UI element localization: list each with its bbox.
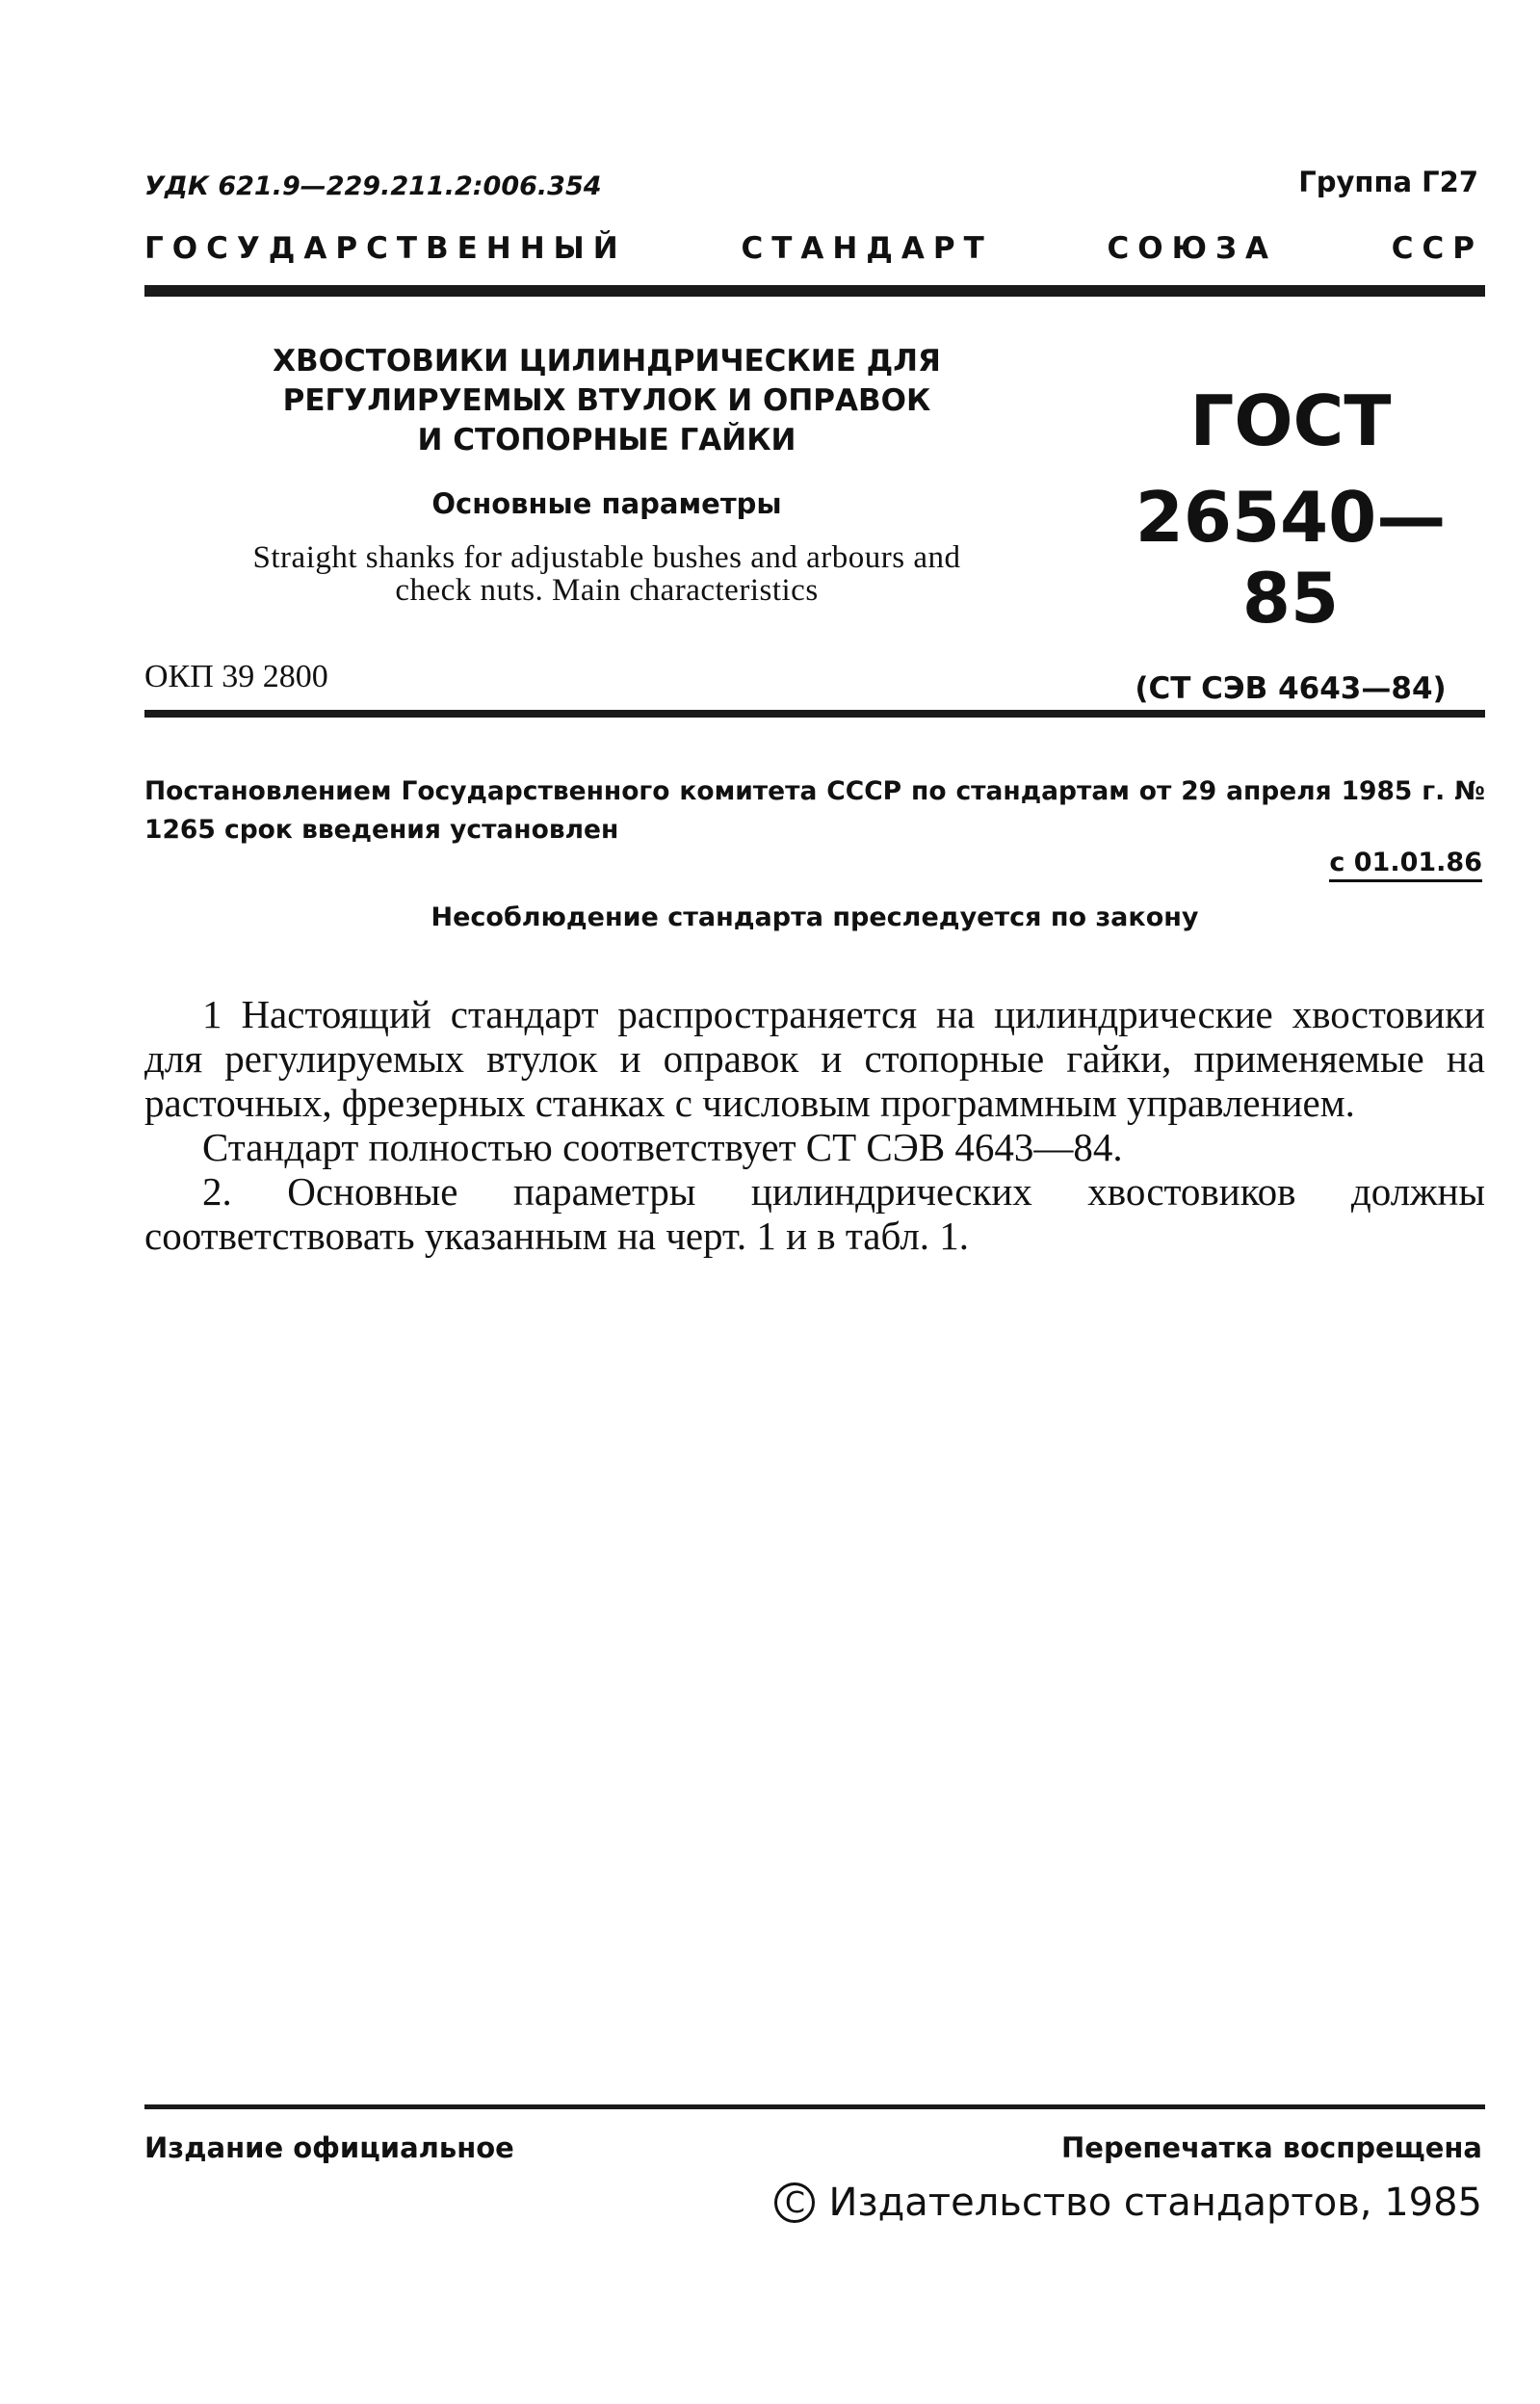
publisher: Издательство стандартов, 1985	[828, 2181, 1482, 2225]
st-sev-reference: (СТ СЭВ 4643—84)	[1135, 671, 1447, 706]
title-block	[222, 342, 992, 607]
heading-word: ГОСУДАРСТВЕННЫЙ	[144, 231, 627, 266]
copyright-line	[774, 2181, 1482, 2225]
copyright-icon: C	[774, 2182, 815, 2223]
reprint-prohibited-note: Перепечатка воспрещена	[1061, 2131, 1482, 2164]
title-line: И СТОПОРНЫЕ ГАЙКИ	[417, 423, 796, 457]
footer-divider	[144, 2104, 1485, 2109]
gost-number: 26540—85	[1135, 477, 1447, 639]
body-paragraph: 1 Настоящий стандарт распространяется на цилиндрические хвостовики для регулируемых втулок и оправок и стопорные гайки, применяемые на расточных, фрезерных станках с числовым программным управлением.	[144, 992, 1485, 1125]
section-divider	[144, 710, 1485, 718]
official-edition-note: Издание официальное	[144, 2131, 514, 2164]
heading-word: ССР	[1391, 231, 1483, 266]
subtitle: Основные параметры	[431, 487, 782, 520]
gost-label: ГОСТ	[1189, 380, 1392, 461]
law-note: Несоблюдение стандарта преследуется по закону	[431, 902, 1199, 932]
header-divider	[144, 285, 1485, 297]
heading-word: СТАНДАРТ	[741, 231, 993, 266]
state-standard-heading	[144, 231, 1483, 266]
body-paragraph: 2. Основные параметры цилиндрических хвостовиков должны соответствовать указанным на черт. 1 и в табл. 1.	[144, 1169, 1485, 1258]
title-line: ХВОСТОВИКИ ЦИЛИНДРИЧЕСКИЕ ДЛЯ	[273, 344, 941, 379]
gost-block	[1088, 380, 1493, 706]
heading-word: СОЮЗА	[1107, 231, 1278, 266]
group-code: Группа Г27	[1298, 166, 1478, 198]
english-title: Straight shanks for adjustable bushes and arbours and check nuts. Main characteristics	[252, 540, 961, 608]
okp-code: ОКП 39 2800	[144, 659, 328, 694]
body-paragraph: Стандарт полностью соответствует СТ СЭВ 4643—84.	[202, 1125, 1123, 1169]
title-line: РЕГУЛИРУЕМЫХ ВТУЛОК И ОПРАВОК	[282, 383, 931, 418]
decree-text: Постановлением Государственного комитета СССР по стандартам от 29 апреля 1985 г. № 1265 срок введения установлен	[144, 776, 1485, 845]
effective-date: с 01.01.86	[1329, 848, 1482, 882]
body-text	[144, 992, 1485, 1258]
udk-code: УДК 621.9—229.211.2:006.354	[144, 171, 602, 201]
